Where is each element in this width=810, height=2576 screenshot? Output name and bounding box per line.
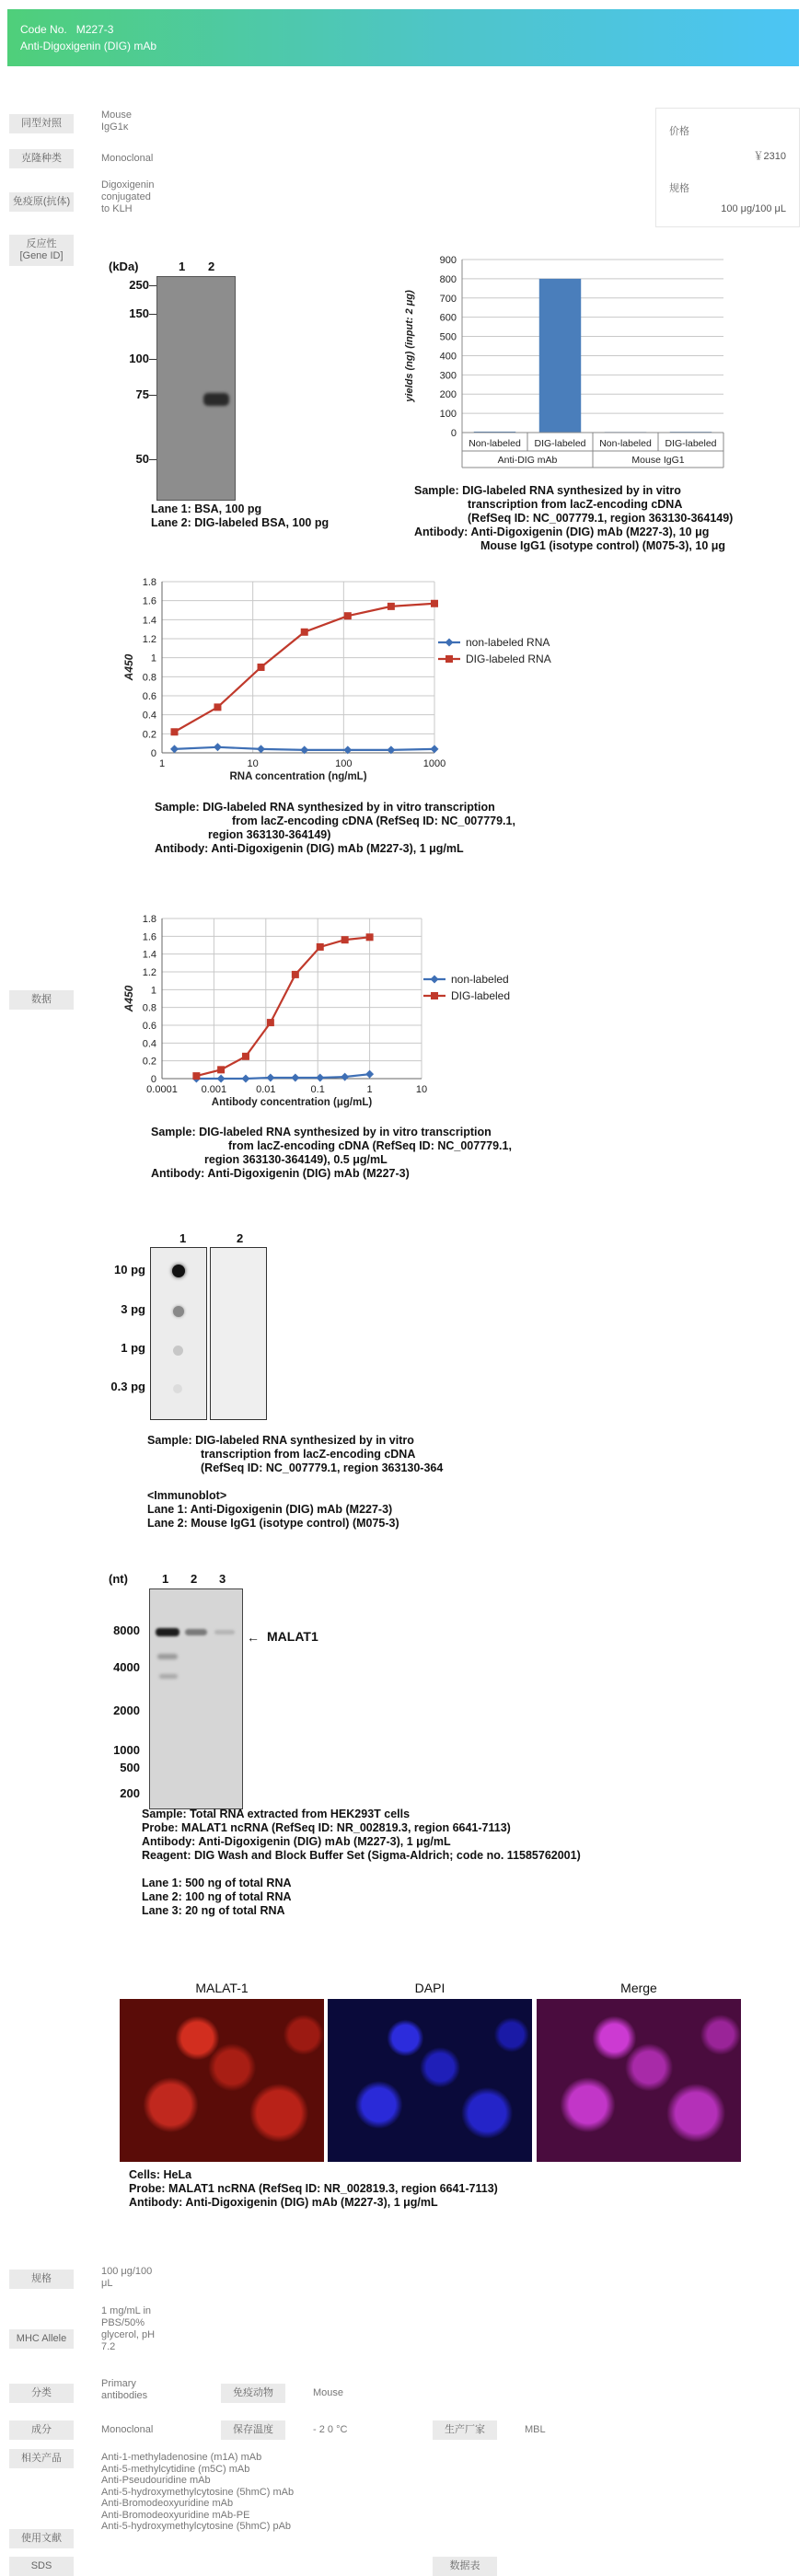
line-xtick-label: 0.0001 [146, 1084, 178, 1095]
line-ytick-label: 0.4 [142, 1038, 156, 1050]
line-xtick-label: 0.001 [201, 1084, 227, 1095]
line2-caption-line: Sample: DIG-labeled RNA synthesized by in vitro transcription [151, 1126, 492, 1138]
line-xtick-label: 1000 [422, 758, 446, 769]
detail-mhc-value: 1 mg/mL in PBS/50% glycerol, pH 7.2 [101, 2305, 156, 2352]
line-point [241, 1075, 249, 1083]
line1-caption-line: from lacZ-encoding cDNA (RefSeq ID: NC_007779.1, [232, 814, 515, 827]
line-ytick-label: 0.4 [142, 710, 156, 722]
related-product-link[interactable]: Anti-Pseudouridine mAb [101, 2475, 211, 2486]
line-point [341, 1073, 349, 1081]
bar-category-label: DIG-labeled [665, 438, 717, 449]
western-blot-image [156, 276, 236, 501]
line-x-axis-label: Antibody concentration (μg/mL) [211, 1097, 373, 1108]
elisa-bar-caption-line: Antibody: Anti-Digoxigenin (DIG) mAb (M227-3), 10 μg [414, 526, 710, 538]
detail-class-label: 分类 [9, 2384, 74, 2403]
northern-band [185, 1629, 207, 1635]
line-point [316, 1074, 324, 1082]
bar-y-axis-label: yields (ng) (input: 2 μg) [404, 290, 415, 402]
dot-amount-10pg: 10 pg [114, 1263, 145, 1276]
northern-marker-200: 200 [120, 1786, 140, 1800]
related-product-link[interactable]: Anti-5-hydroxymethylcytosine (5hmC) pAb [101, 2521, 292, 2532]
detail-size-value: 100 μg/100 μL [101, 2266, 153, 2289]
northern-caption-line: Lane 1: 500 ng of total RNA [142, 1877, 292, 1889]
legend-marker [431, 976, 439, 984]
related-product-link[interactable]: Anti-1-methyladenosine (m1A) mAb [101, 2452, 262, 2463]
legend-marker [446, 639, 454, 647]
line-point [192, 1072, 200, 1080]
line2-caption-line: Antibody: Anti-Digoxigenin (DIG) mAb (M227-3) [151, 1167, 410, 1180]
clonality-label: 克隆种类 [9, 149, 74, 168]
detail-mhc-label: MHC Allele [9, 2329, 74, 2349]
line1-caption-line: Antibody: Anti-Digoxigenin (DIG) mAb (M227-3), 1 μg/mL [155, 842, 464, 855]
line-x-axis-label: RNA concentration (ng/mL) [229, 771, 367, 782]
line-ytick-label: 0.2 [142, 729, 156, 741]
dot-lane-1: 1 [179, 1231, 187, 1245]
detail-class-value: Primary antibodies [101, 2378, 148, 2401]
dot-amount-0-3pg: 0.3 pg [110, 1380, 145, 1393]
dotblot-caption-line: <Immunoblot> [147, 1489, 227, 1502]
western-tick [149, 285, 156, 286]
bar-ytick-label: 900 [439, 255, 457, 266]
northern-blot-image [149, 1588, 243, 1809]
line2-caption-line: region 363130-364149), 0.5 μg/mL [204, 1153, 388, 1166]
detail-comp-value: Monoclonal [101, 2424, 154, 2435]
if-image-merge [537, 1999, 741, 2162]
related-product-link[interactable]: Anti-5-methylcytidine (m5C) mAb [101, 2463, 250, 2475]
dot-lane-2: 2 [237, 1231, 244, 1245]
bar-ytick-label: 200 [439, 389, 457, 401]
detail-storage-label: 保存温度 [221, 2420, 285, 2440]
elisa-bar-caption-line: (RefSeq ID: NC_007779.1, region 363130-364149) [468, 512, 734, 525]
dot-spot [172, 1265, 185, 1277]
line2-caption [151, 1126, 512, 1181]
northern-band [156, 1628, 179, 1636]
line-ytick-label: 0 [150, 748, 156, 759]
detail-host-value: Mouse [313, 2387, 344, 2398]
northern-unit: (nt) [109, 1572, 128, 1586]
line-point [317, 943, 324, 951]
northern-smear [157, 1654, 178, 1659]
line-point [170, 728, 178, 735]
clonality-value: Monoclonal [101, 153, 154, 164]
line1-caption [155, 801, 515, 856]
detail-datasheet-label[interactable]: 数据表 [433, 2557, 497, 2576]
northern-arrow-label: MALAT1 [267, 1629, 318, 1644]
northern-caption-line: Reagent: DIG Wash and Block Buffer Set (Sigma-Aldrich; code no. 11585762001) [142, 1849, 581, 1862]
western-marker-100: 100 [129, 352, 149, 365]
price-box [655, 108, 800, 227]
elisa-line-chart-antibody [110, 909, 589, 1119]
line-point [170, 745, 179, 753]
dotblot-caption-line: Sample: DIG-labeled RNA synthesized by in vitro [147, 1434, 414, 1447]
northern-marker-2000: 2000 [113, 1704, 140, 1717]
isotype-value: Mouse IgG1κ [101, 110, 133, 133]
line-xtick-label: 1 [366, 1084, 373, 1095]
line-ytick-label: 0.8 [142, 672, 156, 684]
line-point [301, 629, 308, 636]
dot-spot [173, 1306, 184, 1317]
western-caption-line: Lane 1: BSA, 100 pg [151, 502, 262, 515]
detail-host-label: 免疫动物 [221, 2384, 285, 2403]
line-xtick-label: 0.1 [310, 1084, 325, 1095]
dot-blot-figure [109, 1231, 293, 1434]
line-xtick-label: 1 [158, 758, 166, 769]
line-ytick-label: 0 [150, 1074, 156, 1085]
reactivity-label: 反应性 [Gene ID] [9, 235, 74, 266]
detail-storage-value: - 2 0 °C [313, 2424, 348, 2435]
western-caption [151, 502, 329, 530]
line-point [242, 1053, 249, 1060]
line-point [388, 603, 395, 610]
line-ytick-label: 1.6 [142, 595, 156, 607]
northern-lane-2: 2 [191, 1572, 198, 1586]
line-ytick-label: 1.4 [142, 949, 156, 961]
bar-1 [539, 279, 581, 433]
bar-category-label: DIG-labeled [534, 438, 586, 449]
legend-label: DIG-labeled RNA [466, 653, 551, 665]
line-ytick-label: 0.6 [142, 1021, 156, 1032]
legend-label: non-labeled RNA [466, 636, 550, 649]
dotblot-caption-line: Lane 1: Anti-Digoxigenin (DIG) mAb (M227-3) [147, 1503, 393, 1516]
line-point [214, 743, 222, 751]
dot-amount-3pg: 3 pg [121, 1302, 145, 1316]
related-product-link[interactable]: Anti-Bromodeoxyuridine mAb-PE [101, 2509, 250, 2521]
elisa-bar-caption [414, 484, 733, 553]
bar-ytick-label: 500 [439, 331, 457, 343]
western-caption-line: Lane 2: DIG-labeled BSA, 100 pg [151, 516, 330, 529]
western-unit: (kDa) [109, 260, 139, 273]
bar-ytick-label: 0 [450, 428, 457, 439]
line-point [366, 933, 374, 941]
if-caption-line: Cells: HeLa [129, 2168, 192, 2181]
northern-caption-spacer [142, 1863, 581, 1877]
northern-marker-500: 500 [120, 1761, 140, 1774]
line-y-axis-label: A450 [122, 985, 135, 1012]
line-ytick-label: 1.2 [142, 634, 156, 645]
northern-arrow-icon: ← [247, 1630, 260, 1645]
line-xtick-label: 10 [415, 1084, 428, 1095]
line-point [291, 1074, 299, 1082]
line-point [341, 936, 349, 943]
dot-blot-membrane-1 [150, 1247, 207, 1420]
northern-marker-4000: 4000 [113, 1660, 140, 1674]
bar-ytick-label: 600 [439, 312, 457, 324]
line-xtick-label: 0.01 [256, 1084, 276, 1095]
product-name: Anti-Digoxigenin (DIG) mAb [20, 40, 157, 52]
bar-group-label: Anti-DIG mAb [497, 455, 558, 466]
elisa-bar-chart [392, 252, 733, 473]
line-ytick-label: 1.4 [142, 615, 156, 627]
dotblot-caption-line: (RefSeq ID: NC_007779.1, region 363130-364 [201, 1461, 444, 1474]
detail-related-label: 相关产品 [9, 2449, 74, 2468]
detail-maker-value: MBL [525, 2424, 546, 2435]
northern-caption-line: Sample: Total RNA extracted from HEK293T cells [142, 1808, 411, 1820]
if-caption-line: Probe: MALAT1 ncRNA (RefSeq ID: NR_002819.3, region 6641-7113) [129, 2182, 498, 2195]
detail-comp-label: 成分 [9, 2420, 74, 2440]
elisa-line-chart-rna [110, 572, 589, 793]
if-caption-line: Antibody: Anti-Digoxigenin (DIG) mAb (M227-3), 1 μg/mL [129, 2196, 438, 2209]
if-caption [129, 2168, 498, 2210]
line-ytick-label: 1.2 [142, 967, 156, 978]
northern-lane-3: 3 [219, 1572, 226, 1586]
product-header-banner [7, 9, 799, 66]
line-series-1 [174, 604, 434, 733]
western-lane-1: 1 [179, 260, 186, 273]
northern-caption [142, 1808, 581, 1918]
line1-caption-line: Sample: DIG-labeled RNA synthesized by in vitro transcription [155, 801, 495, 814]
elisa-bar-caption-line: Mouse IgG1 (isotype control) (M075-3), 10 μg [480, 539, 726, 552]
northern-caption-line: Lane 2: 100 ng of total RNA [142, 1890, 292, 1903]
dotblot-caption-line: Lane 2: Mouse IgG1 (isotype control) (M075-3) [147, 1517, 399, 1530]
western-marker-75: 75 [135, 387, 149, 401]
size-label: 规格 [669, 183, 689, 194]
western-tick [149, 359, 156, 360]
western-lane-2: 2 [208, 260, 215, 273]
western-tick [149, 459, 156, 460]
if-panel-title-malat1: MALAT-1 [195, 1981, 249, 1995]
if-image-dapi [328, 1999, 532, 2162]
line-ytick-label: 1.6 [142, 931, 156, 943]
line-ytick-label: 1.8 [142, 914, 156, 925]
line-point [258, 664, 265, 671]
northern-caption-line: Lane 3: 20 ng of total RNA [142, 1904, 285, 1917]
line-point [257, 745, 265, 753]
related-products-list [101, 2452, 294, 2533]
line-ytick-label: 0.6 [142, 691, 156, 702]
dotblot-caption-line: transcription from lacZ-encoding cDNA [201, 1448, 416, 1461]
line-xtick-label: 100 [335, 758, 353, 769]
western-tick [149, 395, 156, 396]
dot-amount-1pg: 1 pg [121, 1341, 145, 1355]
detail-maker-label: 生产厂家 [433, 2420, 497, 2440]
bar-ytick-label: 700 [439, 293, 457, 305]
size-value: 100 μg/100 μL [721, 203, 786, 214]
line-ytick-label: 1.8 [142, 577, 156, 588]
product-code: M227-3 [75, 23, 114, 36]
immunogen-label: 免疫原(抗体) [9, 192, 74, 212]
isotype-label: 同型対照 [9, 114, 74, 133]
line-point [431, 745, 439, 753]
line-point [214, 703, 221, 710]
related-product-link[interactable]: Anti-Bromodeoxyuridine mAb [101, 2498, 234, 2509]
price-value: ￥2310 [753, 151, 786, 162]
line-point [217, 1075, 226, 1083]
northern-caption-line: Probe: MALAT1 ncRNA (RefSeq ID: NR_002819.3, region 6641-7113) [142, 1821, 511, 1834]
northern-lane-1: 1 [162, 1572, 169, 1586]
line-point [267, 1019, 274, 1026]
line-series-1 [196, 937, 369, 1076]
line-point [365, 1070, 374, 1079]
western-marker-250: 250 [129, 278, 149, 292]
bar-group-label: Mouse IgG1 [631, 455, 685, 466]
elisa-bar-caption-line: transcription from lacZ-encoding cDNA [468, 498, 683, 511]
northern-blot-figure [109, 1570, 357, 1811]
bar-ytick-label: 800 [439, 273, 457, 285]
northern-band [214, 1630, 235, 1635]
northern-smear [159, 1674, 178, 1679]
northern-marker-1000: 1000 [113, 1743, 140, 1757]
line-point [292, 971, 299, 978]
line2-caption-line: from lacZ-encoding cDNA (RefSeq ID: NC_007779.1, [228, 1139, 512, 1152]
code-label: Code No. [20, 23, 67, 36]
detail-size-label: 规格 [9, 2270, 74, 2289]
legend-label: non-labeled [451, 973, 509, 986]
related-product-link[interactable]: Anti-5-hydroxymethylcytosine (5hmC) mAb [101, 2486, 295, 2498]
line-point [344, 612, 352, 619]
elisa-bar-caption-line: Sample: DIG-labeled RNA synthesized by in vitro [414, 484, 681, 497]
line-point [431, 600, 438, 607]
data-section-label: 数据 [9, 990, 74, 1010]
northern-caption-line: Antibody: Anti-Digoxigenin (DIG) mAb (M227-3), 1 μg/mL [142, 1835, 451, 1848]
line-point [266, 1074, 274, 1082]
legend-label: DIG-labeled [451, 989, 511, 1002]
western-marker-50: 50 [135, 452, 149, 466]
western-blot-figure [109, 256, 274, 504]
bar-category-label: Non-labeled [599, 438, 652, 449]
if-panel-title-dapi: DAPI [414, 1981, 446, 1995]
detail-sds-label[interactable]: SDS [9, 2557, 74, 2576]
detail-references-label: 使用文献 [9, 2529, 74, 2548]
dot-spot [173, 1384, 182, 1393]
if-image-malat1 [120, 1999, 324, 2162]
line-ytick-label: 1 [150, 653, 156, 664]
dot-blot-membrane-2 [210, 1247, 267, 1420]
legend-marker [446, 655, 453, 663]
line-y-axis-label: A450 [122, 653, 135, 681]
western-marker-150: 150 [129, 306, 149, 320]
bar-ytick-label: 300 [439, 370, 457, 382]
legend-marker [431, 992, 438, 999]
line-ytick-label: 0.8 [142, 1002, 156, 1014]
immunogen-value: Digoxigenin conjugated to KLH [101, 179, 155, 214]
if-panel-title-merge: Merge [620, 1981, 657, 1995]
western-tick [149, 314, 156, 315]
bar-ytick-label: 100 [439, 409, 457, 421]
line-ytick-label: 1 [150, 985, 156, 997]
price-label: 价格 [669, 126, 689, 137]
northern-marker-8000: 8000 [113, 1623, 140, 1637]
dotblot-caption-spacer [147, 1475, 479, 1489]
bar-category-label: Non-labeled [469, 438, 521, 449]
line-xtick-label: 10 [247, 758, 259, 769]
line-ytick-label: 0.2 [142, 1056, 156, 1068]
western-band [203, 393, 229, 406]
dot-spot [173, 1346, 183, 1356]
dotblot-caption [147, 1434, 479, 1531]
line-point [217, 1066, 225, 1073]
line1-caption-line: region 363130-364149) [208, 828, 331, 841]
bar-ytick-label: 400 [439, 351, 457, 363]
